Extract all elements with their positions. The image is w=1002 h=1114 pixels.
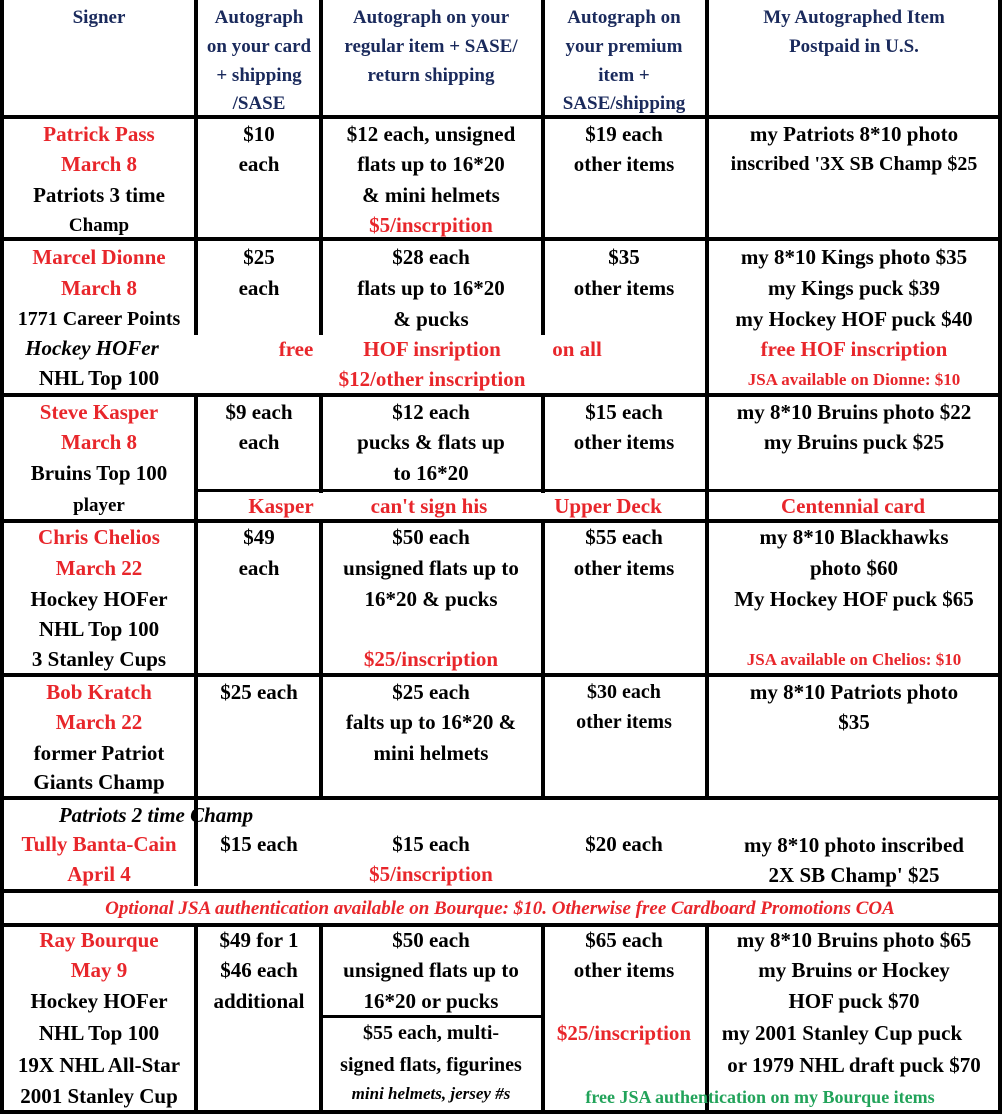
note-kasper: Kasper [248,494,314,518]
col-divider [319,0,323,335]
my-item-jsa: JSA available on Chelios: $10 [746,650,962,669]
regular-price: signed flats, figurines [340,1054,522,1076]
my-item: My Hockey HOF puck $65 [734,587,974,611]
signer-note: Hockey HOFer [25,336,159,360]
inscription-price: $5/inscription [369,862,493,886]
signer-note: NHL Top 100 [38,366,160,390]
my-item: my 2001 Stanley Cup puck [721,1021,963,1045]
col-divider [194,923,198,1114]
row-divider [0,237,1002,241]
regular-price: $15 each [392,832,470,856]
regular-price: & pucks [393,307,469,331]
regular-price: pucks & flats up [357,430,505,454]
card-price: $10 [243,122,275,146]
signer-note: Hockey HOFer [30,587,168,611]
signer-date: March 22 [55,556,143,580]
card-price: additional [213,989,305,1013]
signer-date: March 22 [55,710,143,734]
regular-price: falts up to 16*20 & [345,710,517,734]
my-item: my 8*10 Patriots photo [749,680,959,704]
header-premium: Autograph on [567,7,681,28]
premium-price: other items [573,556,675,580]
signer-date: April 4 [67,862,131,886]
inscription-price: $5/inscrpition [369,213,493,237]
signer-note: Bruins Top 100 [30,461,168,485]
premium-price: other items [573,958,675,982]
jsa-banner: Optional JSA authentication available on Bourque: $10. Otherwise free Cardboard Promotions COA [105,898,895,919]
card-price: $9 each [225,400,293,424]
regular-price: flats up to 16*20 [357,276,505,300]
note-on-all: on all [552,337,602,361]
my-item: my Hockey HOF puck $40 [735,307,973,331]
my-item: inscribed '3X SB Champ $25 [730,153,978,175]
card-price: each [238,556,280,580]
premium-price: $35 [608,245,640,269]
inscription-price: $25/inscription [556,1021,692,1045]
signer-note: Giants Champ [33,770,165,794]
regular-price: 16*20 or pucks [363,989,499,1013]
regular-price: $25 each [392,680,470,704]
premium-price: other items [573,152,675,176]
signer-date: March 8 [60,152,138,176]
signer-note: 1771 Career Points [17,308,181,330]
signer-name: Tully Banta-Cain [21,832,177,856]
header-signer: Signer [72,7,126,28]
my-item: photo $60 [809,556,899,580]
signer-note: 3 Stanley Cups [31,647,167,671]
premium-price: other items [573,276,675,300]
premium-price: $20 each [585,832,663,856]
premium-price: $65 each [585,928,663,952]
col-divider [319,393,323,493]
note-cant-sign: can't sign his [370,494,488,518]
note-other-inscription: $12/other inscription [338,367,526,391]
regular-price: 16*20 & pucks [364,587,498,611]
regular-price: & mini helmets [362,183,500,207]
my-item: my 8*10 Blackhawks [759,525,949,549]
regular-price: $12 each, unsigned [346,122,516,146]
signer-name: Bob Kratch [46,680,152,704]
card-price: $15 each [220,832,298,856]
card-price: each [238,152,280,176]
regular-price: to 16*20 [393,461,469,485]
signer-date: March 8 [60,276,138,300]
signer-note: NHL Top 100 [38,1021,160,1045]
my-item: 2X SB Champ' $25 [768,863,940,887]
col-divider [705,0,709,799]
my-item: or 1979 NHL draft puck $70 [727,1053,981,1077]
my-item: my Patriots 8*10 photo [749,122,959,146]
note-hof-inscription: HOF insription [363,337,501,361]
note-upper-deck: Upper Deck [554,494,662,518]
my-item: my Kings puck $39 [767,276,941,300]
col-divider [319,519,323,799]
regular-price: unsigned flats up to [343,958,519,982]
signer-name: Marcel Dionne [32,245,166,269]
header-premium: item + [598,65,650,86]
col-divider [541,0,545,335]
my-item: my 8*10 Bruins photo $22 [736,400,972,424]
inscription-price: $25/inscription [363,647,499,671]
regular-price: $12 each [392,400,470,424]
premium-price: $19 each [585,122,663,146]
signer-note: player [73,495,125,516]
header-premium: your premium [565,36,683,57]
card-price: each [238,276,280,300]
signer-note: former Patriot [33,741,165,765]
my-item: $35 [838,710,870,734]
note-free: free [278,337,314,361]
note-centennial: Centennial card [780,494,926,518]
card-price: $25 [243,245,275,269]
my-item: HOF puck $70 [788,989,920,1013]
my-item-note: free HOF inscription [760,337,948,361]
regular-price: $55 each, multi- [362,1022,500,1044]
col-divider [541,393,545,493]
signer-name: Chris Chelios [38,525,160,549]
premium-price: other items [573,430,675,454]
signer-name: Steve Kasper [39,400,159,424]
signer-name: Patrick Pass [43,122,155,146]
my-item-jsa: JSA available on Dionne: $10 [747,370,961,389]
my-item: my Bruins or Hockey [758,958,950,982]
header-regular: regular item + SASE/ [344,36,518,57]
col-divider [0,0,4,1114]
my-item: my 8*10 photo inscribed [744,833,964,857]
my-item: my 8*10 Kings photo $35 [740,245,968,269]
card-price: $25 each [220,680,298,704]
header-regular: Autograph on your [352,7,510,28]
my-item: my 8*10 Bruins photo $65 [736,928,972,952]
col-divider [194,0,198,335]
my-item: my Bruins puck $25 [763,430,945,454]
premium-price: other items [576,711,672,733]
header-premium: SASE/shipping [562,93,686,114]
signer-note: 19X NHL All-Star [17,1053,181,1077]
header-card: + shipping [216,65,302,86]
signer-name: Ray Bourque [39,928,159,952]
col-divider [541,519,545,799]
signer-date: March 8 [60,430,138,454]
card-price: $46 each [220,958,298,982]
col-divider [541,923,545,1114]
regular-price: unsigned flats up to [343,556,519,580]
signer-note: Patriots 3 time [33,183,165,207]
header-card: /SASE [232,93,286,114]
signer-date: May 9 [70,958,128,982]
header-card: on your card [206,36,312,57]
signer-note: Champ [68,215,130,236]
regular-price: flats up to 16*20 [357,152,505,176]
regular-price: $50 each [392,525,470,549]
regular-price: mini helmets [373,741,489,765]
header-regular: return shipping [367,65,495,86]
signer-note: NHL Top 100 [38,617,160,641]
card-price: each [238,430,280,454]
premium-price: $55 each [585,525,663,549]
signer-note: Hockey HOFer [30,989,168,1013]
regular-price: $50 each [392,928,470,952]
regular-price: mini helmets, jersey #s [351,1084,511,1103]
header-mine: My Autographed Item [763,7,945,28]
premium-price: $30 each [587,681,661,703]
col-divider [319,923,323,1114]
regular-price: $28 each [392,245,470,269]
card-price: $49 [243,525,275,549]
header-card: Autograph [214,7,304,28]
premium-price: $15 each [585,400,663,424]
free-jsa-note: free JSA authentication on my Bourque items [585,1087,935,1107]
signer-note: Patriots 2 time Champ [58,803,254,827]
header-mine: Postpaid in U.S. [789,36,919,57]
col-divider [998,0,1002,1114]
card-price: $49 for 1 [219,928,299,952]
signer-note: 2001 Stanley Cup [20,1084,178,1108]
